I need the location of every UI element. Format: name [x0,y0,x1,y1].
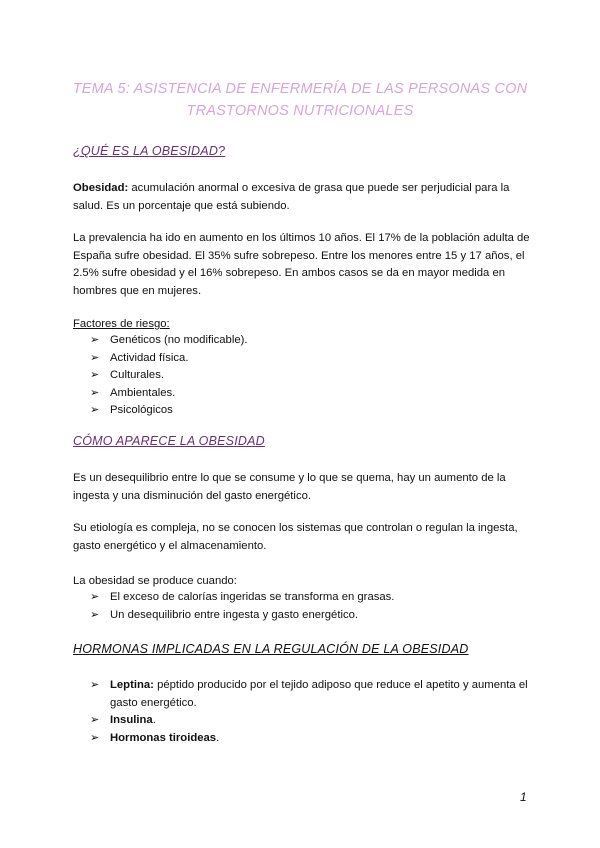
paragraph-se-produce: La obesidad se produce cuando: [73,575,237,587]
arrow-bullet-icon: ➢ [90,591,100,603]
arrow-bullet-icon: ➢ [90,608,100,621]
list-item: ➢ Leptina: péptido producido por el tejido adiposo que reduce el apetito y aumenta el gasto energético. [90,679,528,709]
hormones-list [90,677,530,747]
list-item: ➢ El exceso de calorías ingeridas se transforma en grasas. [90,589,530,607]
arrow-bullet-icon: ➢ [90,679,100,691]
paragraph-definition [73,180,533,215]
heading-hormonas: HORMONAS IMPLICADAS EN LA REGULACIÓN DE LA OBESIDAD [73,642,469,656]
definition-text: acumulación anormal o excesiva de grasa que puede ser perjudicial para la salud. Es un porcentaje que está subiendo. [73,182,510,212]
paragraph-desequilibrio: Es un desequilibrio entre lo que se consume y lo que se quema, hay un aumento de la ingesta y una disminución del gasto energético. [73,472,506,502]
arrow-bullet-icon: ➢ [90,714,100,726]
page-number: 1 [520,790,527,804]
title-line-2: TRASTORNOS NUTRICIONALES [186,103,414,119]
arrow-bullet-icon: ➢ [90,386,100,399]
paragraph-etiologia: Su etiología es compleja, no se conocen los sistemas que controlan o regulan la ingesta, gasto energético y el almacenamiento. [73,522,518,552]
title-line-1: TEMA 5: ASISTENCIA DE ENFERMERÍA DE LAS PERSONAS CON [72,81,528,97]
list-item: ➢ Culturales. [90,367,530,385]
arrow-bullet-icon: ➢ [90,731,100,744]
heading-como-aparece: CÓMO APARECE LA OBESIDAD [73,434,265,448]
risk-factors-label: Factores de riesgo: [73,318,170,330]
list-item: ➢ Un desequilibrio entre ingesta y gasto energético. [90,607,530,625]
risk-factors-list [90,332,530,420]
document-title [60,78,540,122]
term-obesidad: Obesidad: [73,182,129,194]
arrow-bullet-icon: ➢ [90,404,100,416]
term-leptina: Leptina: [110,679,154,691]
arrow-bullet-icon: ➢ [90,334,100,346]
arrow-bullet-icon: ➢ [90,369,100,381]
list-item: ➢ Psicológicos [90,402,530,420]
list-item: ➢ Actividad física. [90,350,530,368]
term-insulina: Insulina [110,714,153,726]
list-item: ➢ Genéticos (no modificable). [90,332,530,350]
list-item: ➢ Insulina. [90,712,530,730]
causes-list [90,589,530,624]
risk-factors-label-wrap [73,316,533,334]
arrow-bullet-icon: ➢ [90,351,100,364]
list-item: ➢ Ambientales. [90,385,530,403]
term-hormonas-tiroideas: Hormonas tiroideas [110,731,217,744]
heading-que-es-obesidad: ¿QUÉ ES LA OBESIDAD? [73,144,226,158]
paragraph-prevalence: La prevalencia ha ido en aumento en los últimos 10 años. El 17% de la población adulta de España sufre obesidad. El 35% sufre sobrepeso. Entre los menores entre 15 y 17 años, el 2.5% sufre obesidad y el 16% sobrepeso. En ambos casos se da en mayor medida en hombres que en mujeres. [73,232,530,297]
list-item: ➢ Hormonas tiroideas. [90,730,530,748]
